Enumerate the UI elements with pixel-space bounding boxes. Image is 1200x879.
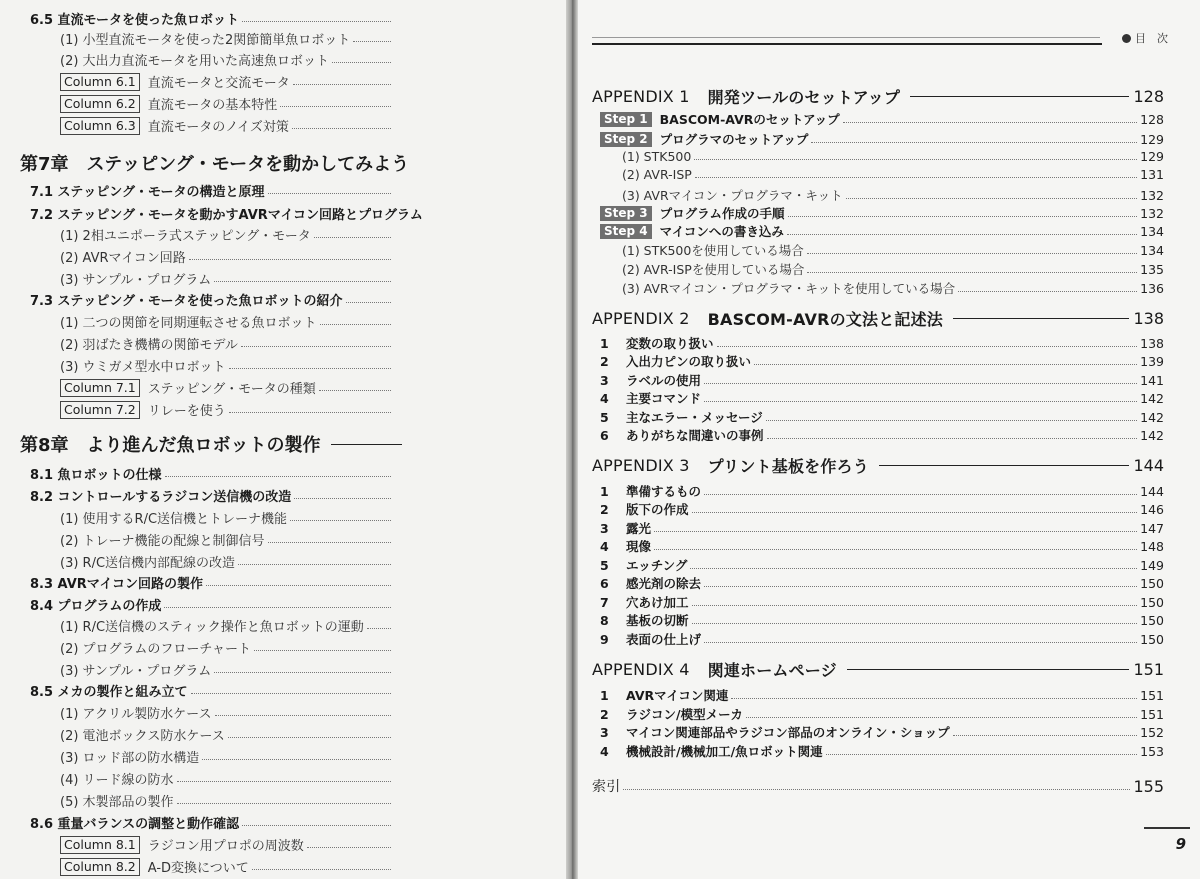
- page-ref: 153: [1140, 743, 1164, 759]
- subsection-title: (3) AVRマイコン・プログラマ・キットを使用している場合: [622, 281, 956, 296]
- dot-leader: [268, 193, 391, 194]
- toc-entry: [60, 50, 394, 69]
- item-title: マイコン関連部品やラジコン部品のオンライン・ショップ: [626, 725, 950, 740]
- appendix-rule: [847, 669, 1130, 670]
- dot-leader: [206, 585, 391, 586]
- page-ref: 139: [1140, 353, 1164, 369]
- toc-entry: [600, 408, 1164, 426]
- page-ref: 129: [1140, 131, 1164, 147]
- toc-entry: [30, 204, 423, 223]
- appendix-title: プリント基板を作ろう: [707, 457, 869, 476]
- dot-leader: [958, 291, 1137, 292]
- column-title: リレーを使う: [147, 404, 226, 419]
- item-number: 1: [600, 687, 609, 703]
- section-title: 8.4 プログラムの作成: [30, 599, 162, 614]
- step-title: BASCOM-AVRのセットアップ: [659, 112, 840, 127]
- item-number: 4: [600, 390, 609, 406]
- item-title: 基板の切断: [626, 613, 689, 628]
- page-number: 9: [1175, 835, 1186, 853]
- subsection-title: (2) AVR-ISP: [622, 167, 692, 182]
- page-ref: 147: [1140, 520, 1164, 536]
- dot-leader: [704, 494, 1137, 495]
- dot-leader: [268, 542, 391, 543]
- dot-leader: [229, 368, 391, 369]
- subsection-title: (1) 2相ユニポーラ式ステッピング・モータ: [60, 229, 311, 244]
- section-title: 7.3 ステッピング・モータを使った魚ロボットの紹介: [30, 294, 343, 309]
- dot-leader: [332, 62, 391, 63]
- dot-leader: [843, 122, 1137, 123]
- page-ref: 146: [1140, 501, 1164, 517]
- toc-entry: [30, 290, 394, 309]
- dot-leader: [189, 259, 391, 260]
- dot-leader: [241, 346, 391, 347]
- subsection-title: (2) AVR-ISPを使用している場合: [622, 262, 805, 277]
- item-number: 5: [600, 557, 609, 573]
- dot-leader: [346, 302, 391, 303]
- toc-entry: [30, 181, 394, 200]
- toc-header: [1122, 30, 1168, 46]
- toc-entry: [60, 725, 394, 744]
- item-number: 6: [600, 427, 609, 443]
- appendix-label: APPENDIX 2: [592, 309, 690, 328]
- dot-leader: [202, 759, 391, 760]
- subsection-title: (1) アクリル製防水ケース: [60, 707, 212, 722]
- subsection-title: (2) 電池ボックス防水ケース: [60, 729, 225, 744]
- toc-entry: [60, 638, 394, 657]
- page-ref: 150: [1140, 612, 1164, 628]
- toc-entry: [30, 9, 394, 28]
- toc-entry: [600, 630, 1164, 648]
- dot-leader: [254, 650, 391, 651]
- subsection-title: (1) 小型直流モータを使った2関節簡単魚ロボット: [60, 33, 351, 48]
- page-ref: 150: [1140, 631, 1164, 647]
- dot-leader: [807, 272, 1137, 273]
- column-title: 直流モータのノイズ対策: [147, 120, 289, 135]
- item-number: 2: [600, 706, 609, 722]
- dot-leader: [177, 781, 391, 782]
- dot-leader: [654, 549, 1137, 550]
- dot-leader: [787, 234, 1137, 235]
- toc-entry: [592, 454, 1164, 477]
- item-number: 3: [600, 520, 609, 536]
- toc-entry: [60, 552, 394, 571]
- item-number: 2: [600, 501, 609, 517]
- column-badge: Column 6.2: [60, 95, 140, 113]
- column-title: 直流モータの基本特性: [147, 98, 278, 113]
- step-badge: Step 3: [600, 206, 652, 221]
- toc-entry: [600, 723, 1164, 741]
- toc-entry: [60, 703, 394, 722]
- toc-entry: [600, 705, 1164, 723]
- toc-entry: [600, 130, 1164, 148]
- dot-leader: [292, 128, 391, 129]
- toc-entry: [60, 225, 394, 244]
- subsection-title: (3) サンプル・プログラム: [60, 664, 212, 679]
- dot-leader: [294, 498, 391, 499]
- toc-entry: [592, 776, 1164, 796]
- dot-leader: [692, 623, 1138, 624]
- page-ref: 128: [1140, 111, 1164, 127]
- step-title: プログラマのセットアップ: [659, 132, 809, 147]
- toc-entry: [60, 356, 394, 375]
- page-ref: 142: [1140, 409, 1164, 425]
- toc-entry: [600, 110, 1164, 128]
- dot-leader: [242, 825, 391, 826]
- toc-entry: [30, 486, 394, 505]
- dot-leader: [694, 159, 1137, 160]
- page-ref: 155: [1133, 776, 1164, 796]
- dot-leader: [242, 21, 391, 22]
- toc-entry: [622, 241, 1164, 259]
- toc-header-label: 目 次: [1135, 32, 1168, 45]
- chapter-rule: [331, 444, 402, 445]
- item-title: 穴あけ加工: [626, 595, 689, 610]
- page-ref: 151: [1140, 687, 1164, 703]
- dot-leader: [280, 106, 391, 107]
- section-title: 8.3 AVRマイコン回路の製作: [30, 577, 204, 592]
- item-number: 3: [600, 724, 609, 740]
- page-ref: 144: [1140, 483, 1164, 499]
- toc-entry: [600, 426, 1164, 444]
- column-title: 直流モータと交流モータ: [147, 76, 290, 91]
- appendix-title: 関連ホームページ: [707, 661, 837, 680]
- toc-entry: [60, 769, 394, 788]
- header-rule: [592, 43, 1102, 45]
- toc-entry: [60, 530, 394, 549]
- item-number: 9: [600, 631, 609, 647]
- section-title: 8.2 コントロールするラジコン送信機の改造: [30, 490, 292, 505]
- dot-leader: [319, 390, 391, 391]
- item-number: 4: [600, 538, 609, 554]
- section-title: 8.5 メカの製作と組み立て: [30, 685, 188, 700]
- toc-entry: [60, 269, 394, 288]
- step-badge: Step 1: [600, 112, 652, 127]
- appendix-rule: [910, 96, 1129, 97]
- item-number: 3: [600, 372, 609, 388]
- toc-entry: [600, 574, 1164, 592]
- item-title: 版下の作成: [626, 502, 689, 517]
- subsection-title: (2) AVRマイコン回路: [60, 251, 186, 266]
- appendix-label: APPENDIX 3: [592, 456, 690, 475]
- toc-entry: [600, 500, 1164, 518]
- toc-entry: [622, 279, 1164, 297]
- toc-entry: [60, 29, 394, 48]
- index-title: 索引: [592, 779, 621, 795]
- section-title: 8.6 重量バランスの調整と動作確認: [30, 817, 240, 832]
- page-ref: 132: [1140, 205, 1164, 221]
- dot-leader: [695, 177, 1137, 178]
- item-title: 主なエラー・メッセージ: [626, 410, 763, 425]
- subsection-title: (3) AVRマイコン・プログラマ・キット: [622, 188, 843, 203]
- page-ref: 136: [1140, 280, 1164, 296]
- toc-entry: [30, 681, 394, 700]
- item-number: 1: [600, 335, 609, 351]
- toc-entry: [600, 204, 1164, 222]
- toc-entry: [60, 660, 394, 679]
- book-gutter: [566, 0, 578, 879]
- dot-leader: [320, 324, 391, 325]
- item-title: 準備するもの: [626, 484, 702, 499]
- toc-entry: [600, 389, 1164, 407]
- dot-leader: [953, 735, 1138, 736]
- dot-leader: [229, 412, 391, 413]
- dot-leader: [214, 672, 391, 673]
- page-ref: 131: [1140, 167, 1164, 182]
- item-title: 機械設計/機械加工/魚ロボット関連: [626, 744, 823, 759]
- column-badge: Column 6.3: [60, 117, 140, 135]
- toc-entry: [60, 378, 394, 397]
- subsection-title: (2) トレーナ機能の配線と制御信号: [60, 534, 265, 549]
- item-title: ありがちな間違いの事例: [626, 428, 764, 443]
- toc-entry: [30, 595, 394, 614]
- column-badge: Column 8.1: [60, 836, 140, 854]
- page-ref: 150: [1140, 575, 1164, 591]
- dot-leader: [788, 216, 1138, 217]
- column-title: ステッピング・モータの種類: [147, 382, 316, 397]
- toc-entry: [600, 222, 1164, 240]
- dot-leader: [252, 869, 391, 870]
- item-title: ラベルの使用: [626, 373, 702, 388]
- appendix-label: APPENDIX 1: [592, 87, 690, 106]
- dot-leader: [704, 401, 1137, 402]
- page-ref: 152: [1140, 724, 1164, 740]
- right-page: [578, 0, 1200, 879]
- item-number: 7: [600, 594, 609, 610]
- toc-entry: [592, 658, 1164, 681]
- bullet-icon: [1122, 34, 1131, 43]
- subsection-title: (1) 使用するR/C送信機とトレーナ機能: [60, 512, 288, 527]
- dot-leader: [704, 642, 1137, 643]
- dot-leader: [746, 717, 1137, 718]
- toc-entry: [60, 116, 394, 135]
- item-title: 表面の仕上げ: [626, 632, 702, 647]
- toc-entry: [600, 334, 1164, 352]
- dot-leader: [314, 237, 391, 238]
- toc-entry: [30, 813, 394, 832]
- dot-leader: [238, 564, 391, 565]
- item-title: ラジコン/模型メーカ: [626, 707, 743, 722]
- page-number-rule: [1144, 827, 1190, 829]
- column-title: A-D変換について: [147, 861, 249, 876]
- dot-leader: [191, 693, 391, 694]
- dot-leader: [623, 789, 1130, 790]
- toc-entry: [30, 573, 394, 592]
- toc-entry: [600, 556, 1164, 574]
- dot-leader: [692, 512, 1138, 513]
- dot-leader: [704, 586, 1137, 587]
- toc-entry: [622, 167, 1164, 182]
- dot-leader: [215, 715, 391, 716]
- subsection-title: (3) ロッド部の防水構造: [60, 751, 200, 766]
- item-title: 変数の取り扱い: [626, 336, 714, 351]
- page-ref: 132: [1140, 187, 1164, 203]
- toc-entry: [60, 747, 394, 766]
- subsection-title: (1) STK500を使用している場合: [622, 243, 804, 258]
- toc-entry: [592, 85, 1164, 108]
- dot-leader: [307, 847, 391, 848]
- dot-leader: [766, 420, 1137, 421]
- toc-entry: [622, 260, 1164, 278]
- dot-leader: [353, 41, 391, 42]
- column-title: ラジコン用プロポの周波数: [147, 839, 304, 854]
- toc-entry: [600, 352, 1164, 370]
- page-ref: 138: [1133, 309, 1164, 328]
- subsection-title: (1) 二つの関節を同期運転させる魚ロボット: [60, 316, 317, 331]
- item-number: 6: [600, 575, 609, 591]
- subsection-title: (1) R/C送信機のスティック操作と魚ロボットの運動: [60, 620, 364, 635]
- dot-leader: [692, 605, 1138, 606]
- dot-leader: [690, 568, 1137, 569]
- page-ref: 138: [1140, 335, 1164, 351]
- item-title: 現像: [626, 539, 652, 554]
- page-ref: 148: [1140, 538, 1164, 554]
- item-title: 主要コマンド: [626, 391, 702, 406]
- toc-entry: [60, 247, 394, 266]
- chapter-title: 第7章 ステッピング・モータを動かしてみよう: [20, 154, 410, 175]
- page-ref: 134: [1140, 223, 1164, 239]
- item-number: 1: [600, 483, 609, 499]
- dot-leader: [767, 438, 1138, 439]
- dot-leader: [811, 142, 1137, 143]
- page-ref: 144: [1133, 456, 1164, 475]
- toc-entry: [600, 537, 1164, 555]
- page-ref: 150: [1140, 594, 1164, 610]
- toc-entry: [600, 371, 1164, 389]
- toc-entry: [60, 72, 394, 91]
- toc-entry: [600, 742, 1164, 760]
- item-title: 感光剤の除去: [626, 576, 702, 591]
- appendix-title: BASCOM-AVRの文法と記述法: [707, 310, 944, 329]
- appendix-title: 開発ツールのセットアップ: [707, 88, 901, 107]
- dot-leader: [754, 364, 1137, 365]
- subsection-title: (3) サンプル・プログラム: [60, 273, 212, 288]
- dot-leader: [177, 803, 391, 804]
- item-number: 5: [600, 409, 609, 425]
- page-ref: 149: [1140, 557, 1164, 573]
- page-ref: 129: [1140, 149, 1164, 164]
- page-ref: 151: [1133, 660, 1164, 679]
- dot-leader: [654, 531, 1137, 532]
- item-title: AVRマイコン関連: [626, 688, 729, 703]
- toc-entry: [60, 334, 394, 353]
- toc-entry: [622, 149, 1164, 164]
- subsection-title: (2) 大出力直流モータを用いた高速魚ロボット: [60, 54, 330, 69]
- page-ref: 151: [1140, 706, 1164, 722]
- toc-entry: [592, 307, 1164, 330]
- step-title: プログラム作成の手順: [659, 206, 785, 221]
- subsection-title: (1) STK500: [622, 149, 692, 164]
- dot-leader: [367, 628, 391, 629]
- page-ref: 142: [1140, 390, 1164, 406]
- toc-entry: [600, 519, 1164, 537]
- item-number: 8: [600, 612, 609, 628]
- header-bar: [592, 37, 1100, 38]
- appendix-rule: [879, 465, 1129, 466]
- page-ref: 134: [1140, 242, 1164, 258]
- toc-entry: [600, 482, 1164, 500]
- appendix-rule: [953, 318, 1129, 319]
- dot-leader: [807, 253, 1137, 254]
- toc-entry: [60, 857, 394, 876]
- column-badge: Column 7.2: [60, 401, 140, 419]
- toc-entry: [622, 186, 1164, 204]
- subsection-title: (3) ウミガメ型水中ロボット: [60, 360, 226, 375]
- toc-entry: [600, 611, 1164, 629]
- dot-leader: [293, 84, 391, 85]
- subsection-title: (5) 木製部品の製作: [60, 795, 174, 810]
- subsection-title: (2) 羽ばたき機構の関節モデル: [60, 338, 238, 353]
- chapter-title: 第8章 より進んだ魚ロボットの製作: [20, 435, 321, 456]
- dot-leader: [164, 607, 391, 608]
- toc-entry: [60, 94, 394, 113]
- page-ref: 128: [1133, 87, 1164, 106]
- item-title: 入出力ピンの取り扱い: [626, 354, 752, 369]
- column-badge: Column 7.1: [60, 379, 140, 397]
- toc-entry: [60, 508, 394, 527]
- section-title: 7.1 ステッピング・モータの構造と原理: [30, 185, 265, 200]
- toc-entry: [60, 312, 394, 331]
- toc-entry: [60, 791, 394, 810]
- dot-leader: [290, 520, 391, 521]
- dot-leader: [165, 476, 391, 477]
- step-title: マイコンへの書き込み: [659, 224, 784, 239]
- toc-entry: [60, 616, 394, 635]
- step-badge: Step 4: [600, 224, 652, 239]
- section-title: 7.2 ステッピング・モータを動かすAVRマイコン回路とプログラム: [30, 208, 423, 223]
- page-ref: 142: [1140, 427, 1164, 443]
- item-title: 露光: [626, 521, 652, 536]
- column-badge: Column 8.2: [60, 858, 140, 876]
- subsection-title: (4) リード線の防水: [60, 773, 174, 788]
- toc-entry: [60, 400, 394, 419]
- dot-leader: [704, 383, 1137, 384]
- item-number: 4: [600, 743, 609, 759]
- toc-entry: [600, 593, 1164, 611]
- toc-entry: [60, 835, 394, 854]
- dot-leader: [214, 281, 391, 282]
- section-title: 8.1 魚ロボットの仕様: [30, 468, 162, 483]
- item-title: エッチング: [626, 558, 688, 573]
- toc-entry: [600, 686, 1164, 704]
- subsection-title: (3) R/C送信機内部配線の改造: [60, 556, 236, 571]
- toc-entry: [20, 431, 406, 457]
- section-title: 6.5 直流モータを使った魚ロボット: [30, 13, 240, 28]
- appendix-label: APPENDIX 4: [592, 660, 690, 679]
- dot-leader: [731, 698, 1137, 699]
- page-ref: 141: [1140, 372, 1164, 388]
- dot-leader: [717, 346, 1138, 347]
- page-ref: 135: [1140, 261, 1164, 277]
- toc-entry: [30, 464, 394, 483]
- left-page: [0, 0, 566, 879]
- dot-leader: [846, 198, 1137, 199]
- dot-leader: [826, 754, 1138, 755]
- subsection-title: (2) プログラムのフローチャート: [60, 642, 252, 657]
- item-number: 2: [600, 353, 609, 369]
- dot-leader: [228, 737, 391, 738]
- toc-entry: [20, 150, 410, 176]
- column-badge: Column 6.1: [60, 73, 140, 91]
- step-badge: Step 2: [600, 132, 652, 147]
